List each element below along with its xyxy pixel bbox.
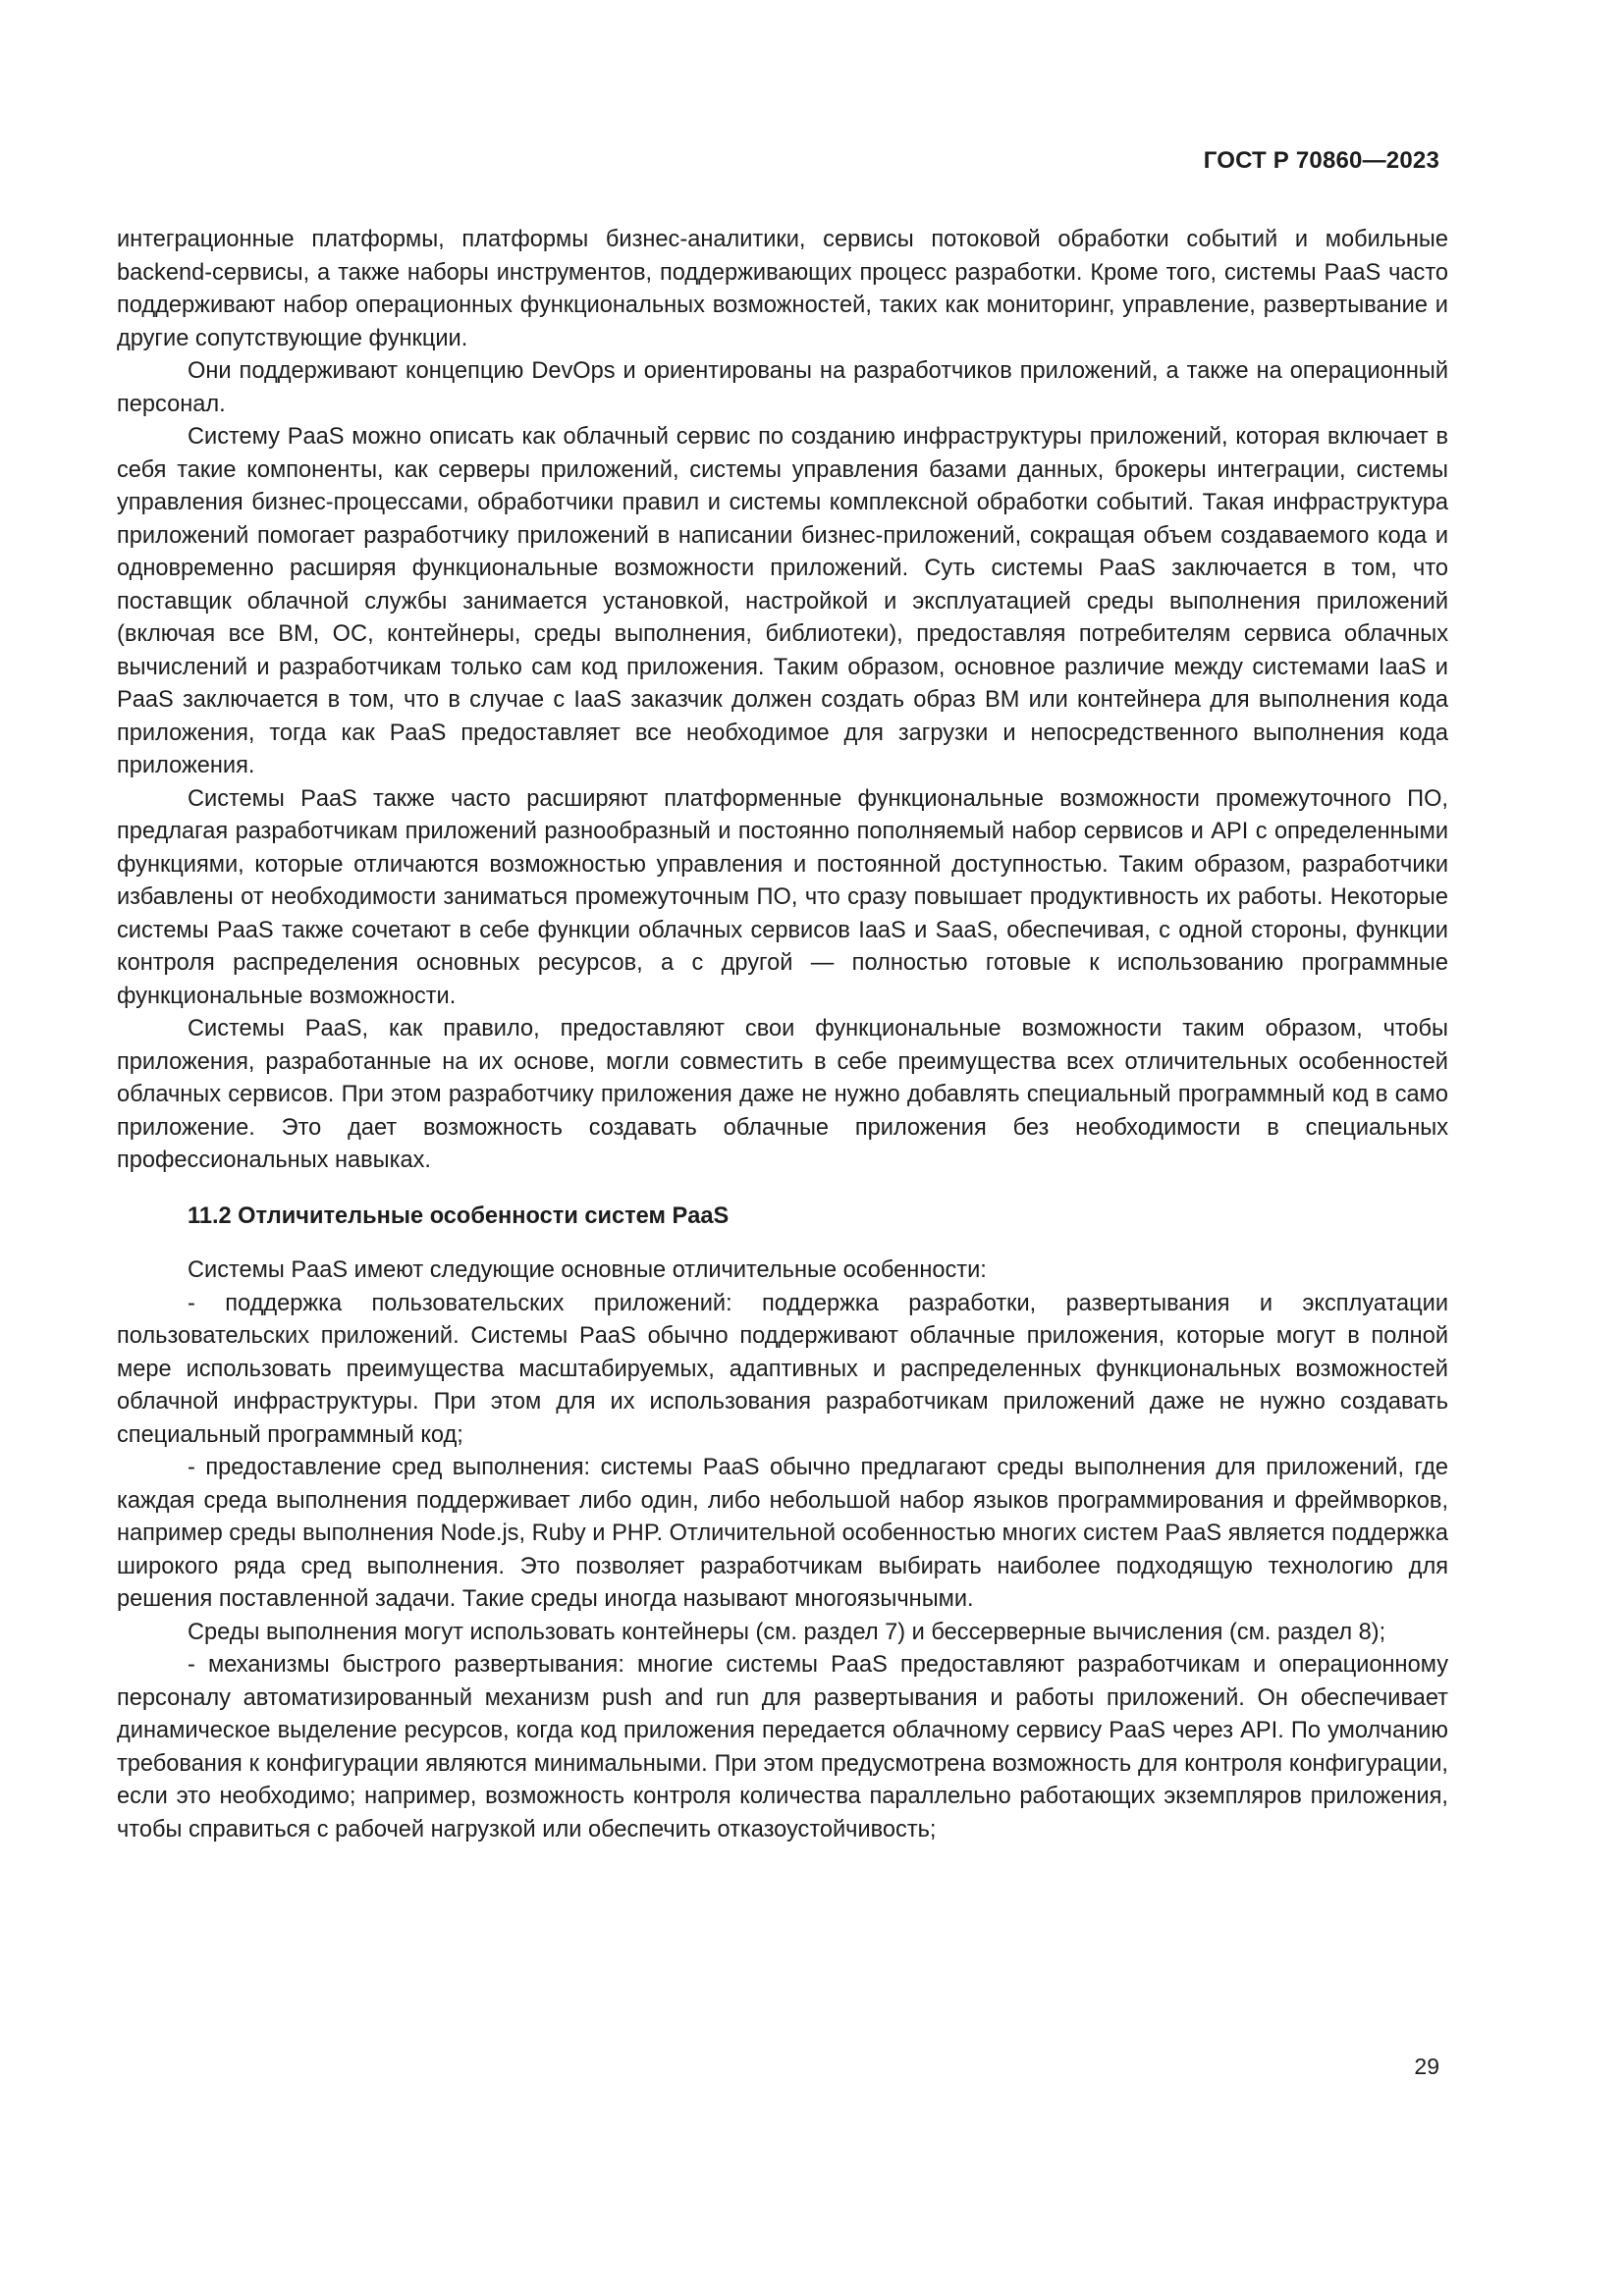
paragraph-runtimes-containers: Среды выполнения могут использовать контейнеры (см. раздел 7) и бессерверные вычисления (см. раздел 8); <box>188 1619 1386 1645</box>
list-item-custom-apps: - поддержка пользовательских приложений: поддержка разработки, развертывания и эксплуатации пользовательских приложений. Системы PaaS обычно поддерживают облачные приложения, которые могут в полной мере использовать преимущества масштабируемых, адаптивных и распределенных функциональных возможностей облачной инфраструктуры. При этом для их использования разработчикам приложений даже не нужно создавать специальный программный код; <box>117 1290 1448 1448</box>
section-heading-11-2: 11.2 Отличительные особенности систем PaaS <box>188 1202 730 1229</box>
document-header-id: ГОСТ Р 70860—2023 <box>1203 147 1439 174</box>
page-number: 29 <box>1414 2054 1439 2079</box>
paragraph-paas-capabilities: Системы PaaS, как правило, предоставляют свои функциональные возможности таким образом, чтобы приложения, разработанные на их основе, могли совместить в себе преимущества всех отличительных особенностей облачных сервисов. При этом разработчику приложения даже не нужно добавлять специальный программный код в само приложение. Это дает возможность создавать облачные приложения без необходимости в специальных профессиональных навыках. <box>117 1016 1448 1173</box>
paragraph-paas-description: Систему PaaS можно описать как облачный сервис по созданию инфраструктуры приложений, которая включает в себя такие компоненты, как серверы приложений, системы управления базами данных, брокеры интеграции, системы управления бизнес-процессами, обработчики правил и системы комплексной обработки событий. Такая инфраструктура приложений помогает разработчику приложений в написании бизнес-приложений, сокращая объем создаваемого кода и одновременно расширяя функциональные возможности приложений. Суть системы PaaS заключается в том, что поставщик облачной службы занимается установкой, настройкой и эксплуатацией среды выполнения приложений (включая все ВМ, ОС, контейнеры, среды выполнения, библиотеки), предоставляя потребителям сервиса облачных вычислений и разработчикам только сам код приложения. Таким образом, основное различие между системами IaaS и PaaS заключается в том, что в случае с IaaS заказчик должен создать образ ВМ или контейнера для выполнения кода приложения, тогда как PaaS предоставляет все необходимое для загрузки и непосредственного выполнения кода приложения. <box>117 424 1448 778</box>
paragraph-devops: Они поддерживают концепцию DevOps и ориентированы на разработчиков приложений, а также на операционный персонал. <box>117 358 1448 417</box>
paragraph-paas-middleware: Системы PaaS также часто расширяют платформенные функциональные возможности промежуточного ПО, предлагая разработчикам приложений разнообразный и постоянно пополняемый набор сервисов и API с определенными функциями, которые отличаются возможностью управления и постоянной доступностью. Таким образом, разработчики избавлены от необходимости заниматься промежуточным ПО, что сразу повышает продуктивность их работы. Некоторые системы PaaS также сочетают в себе функции облачных сервисов IaaS и SaaS, обеспечивая, с одной стороны, функции контроля распределения основных ресурсов, а с другой — полностью готовые к использованию программные функциональные возможности. <box>117 785 1448 1009</box>
document-body <box>117 224 1448 1846</box>
list-item-rapid-deployment: - механизмы быстрого развертывания: многие системы PaaS предоставляют разработчикам и операционному персоналу автоматизированный механизм push and run для развертывания и работы приложений. Он обеспечивает динамическое выделение ресурсов, когда код приложения передается облачному сервису PaaS через API. По умолчанию требования к конфигурации являются минимальными. При этом предусмотрена возможность для контроля конфигурации, если это необходимо; например, возможность контроля количества параллельно работающих экземпляров приложения, чтобы справиться с рабочей нагрузкой или обеспечить отказоустойчивость; <box>117 1652 1448 1842</box>
paragraph-features-intro: Системы PaaS имеют следующие основные отличительные особенности: <box>188 1257 987 1283</box>
list-item-runtimes: - предоставление сред выполнения: системы PaaS обычно предлагают среды выполнения для приложений, где каждая среда выполнения поддерживает либо один, либо небольшой набор языков программирования и фреймворков, например среды выполнения Node.js, Ruby и PHP. Отличительной особенностью многих систем PaaS является поддержка широкого ряда сред выполнения. Это позволяет разработчикам выбирать наиболее подходящую технологию для решения поставленной задачи. Такие среды иногда называют многоязычными. <box>117 1455 1448 1612</box>
paragraph-continuation: интеграционные платформы, платформы бизнес-аналитики, сервисы потоковой обработки событий и мобильные backend-сервисы, а также наборы инструментов, поддерживающих процесс разработки. Кроме того, системы PaaS часто поддерживают набор операционных функциональных возможностей, таких как мониторинг, управление, развертывание и другие сопутствующие функции. <box>117 227 1448 351</box>
